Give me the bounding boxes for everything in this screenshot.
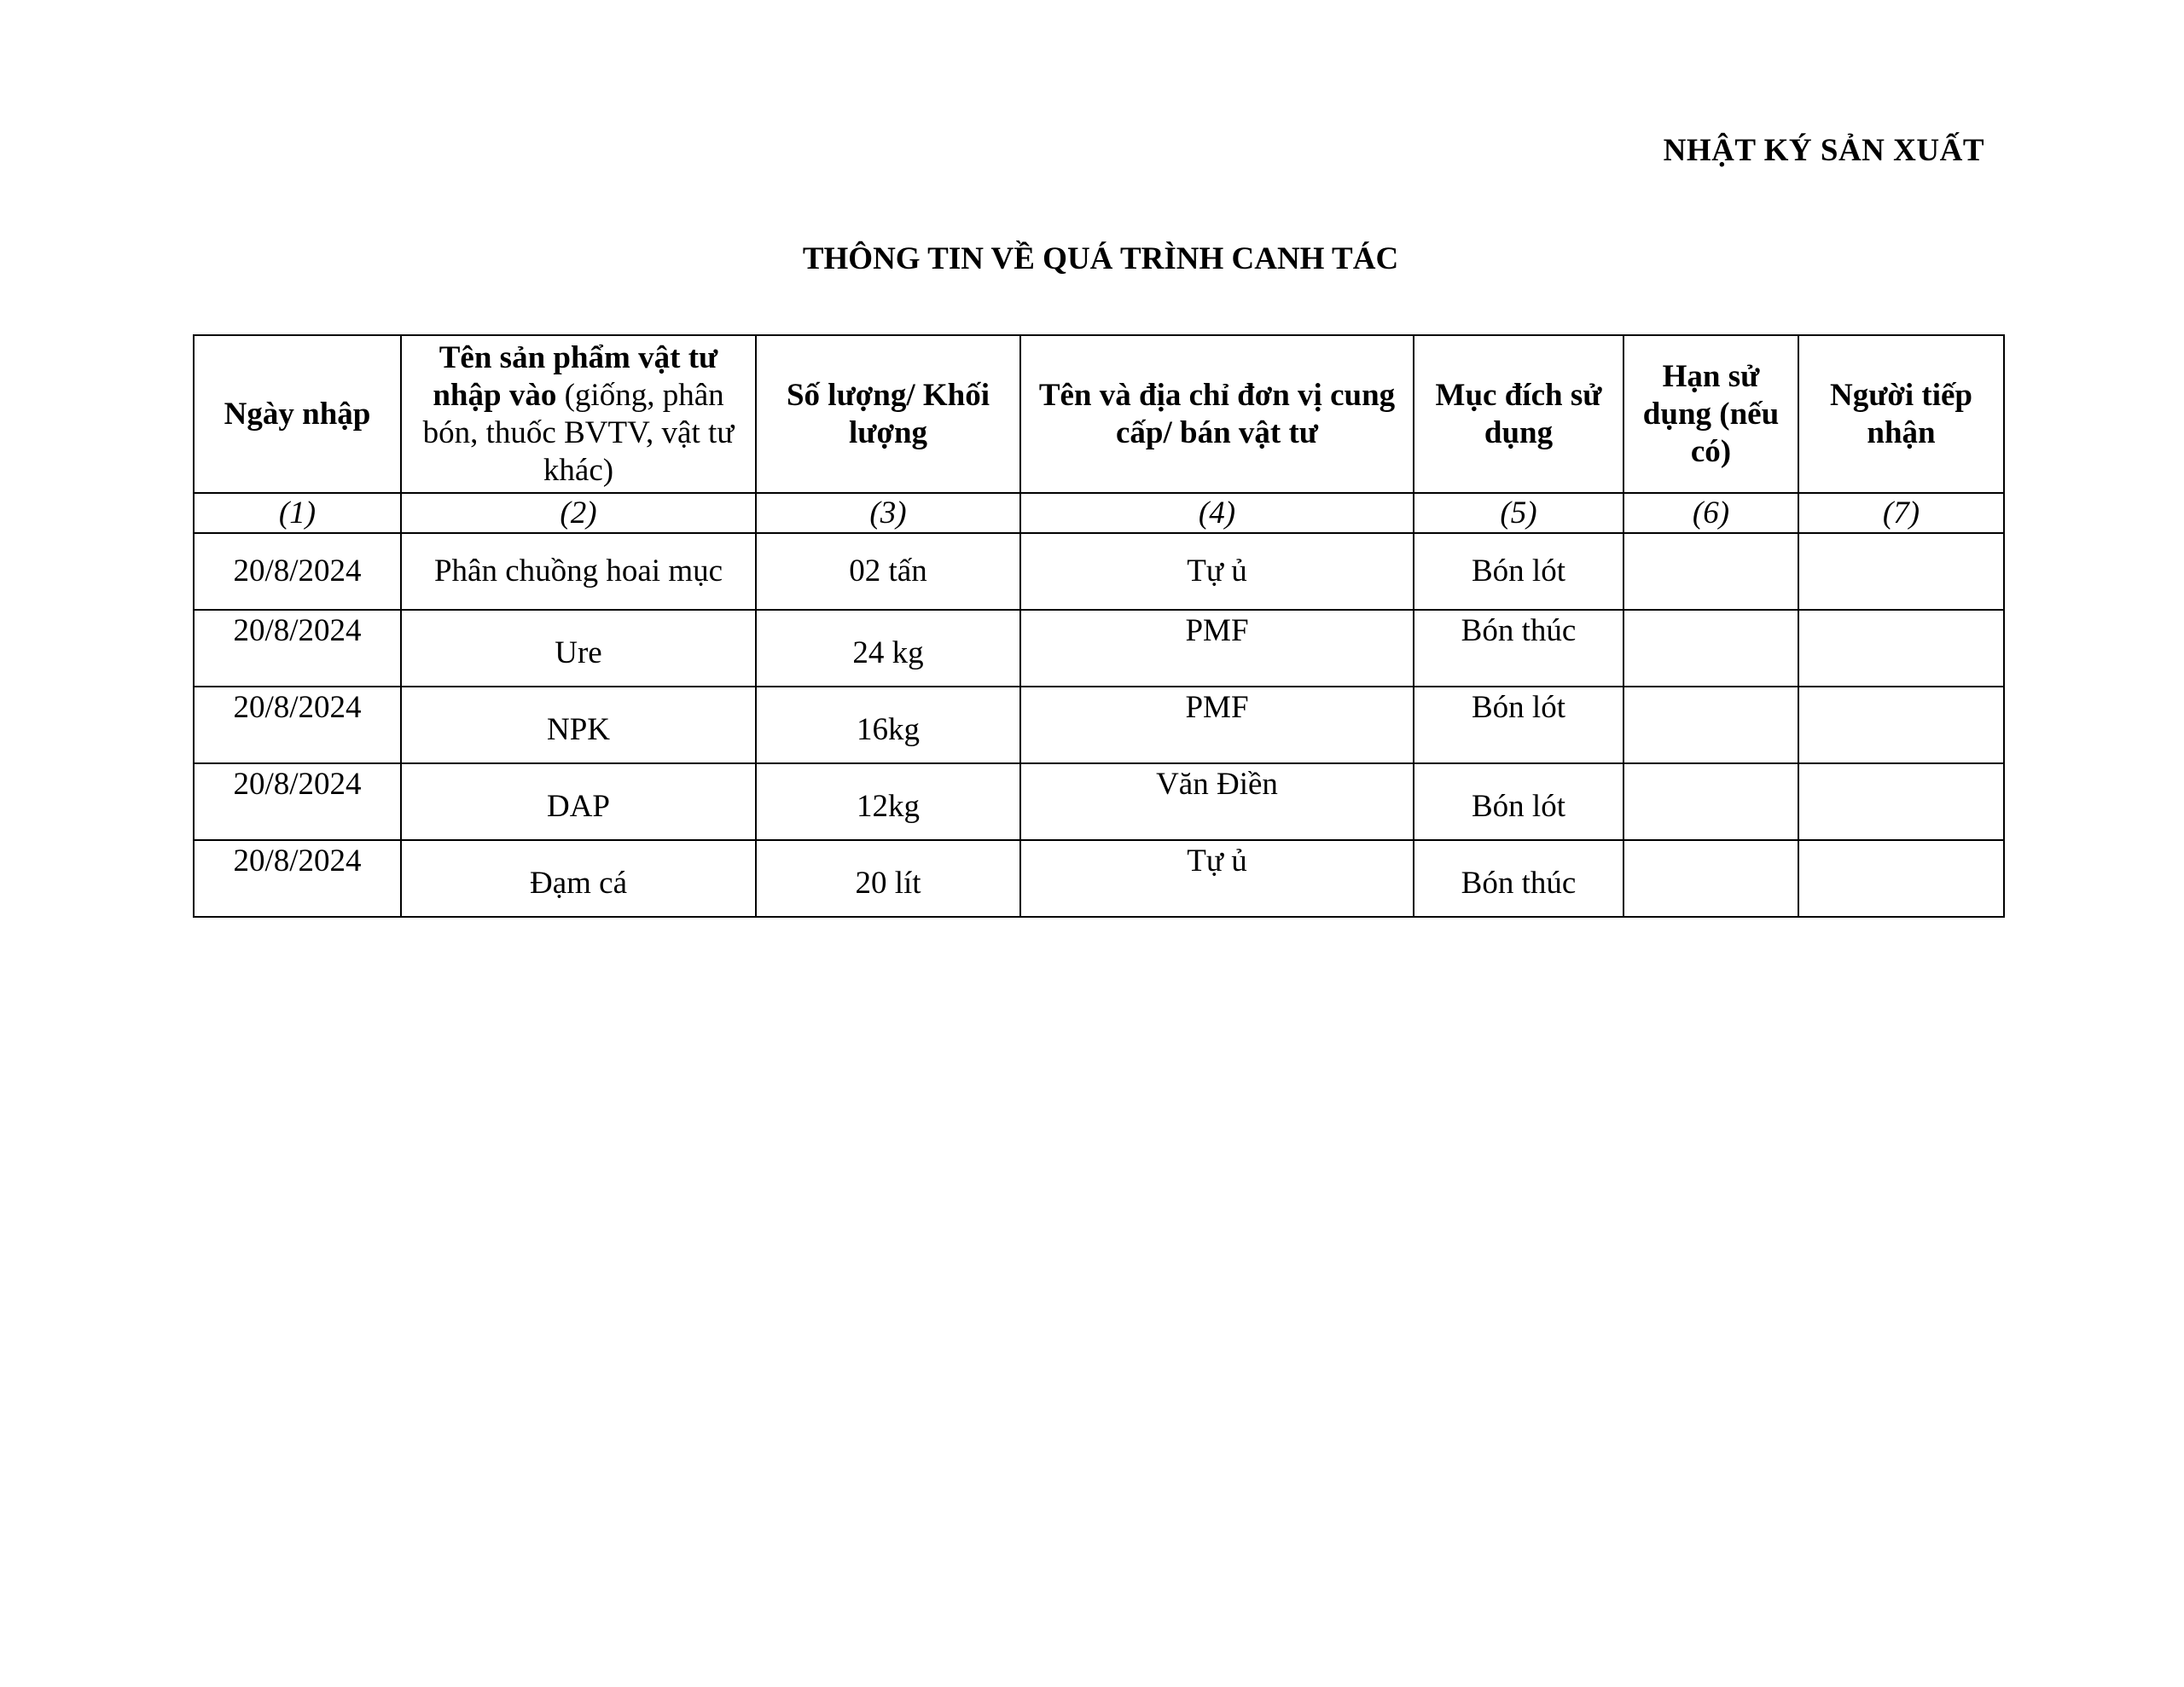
cell-purpose: Bón thúc bbox=[1414, 840, 1623, 917]
cell-product: Đạm cá bbox=[401, 840, 756, 917]
cell-purpose: Bón thúc bbox=[1414, 610, 1623, 687]
cell-receiver bbox=[1798, 763, 2004, 840]
cell-date: 20/8/2024 bbox=[194, 533, 401, 610]
header-purpose: Mục đích sử dụng bbox=[1414, 335, 1623, 493]
cell-date: 20/8/2024 bbox=[194, 840, 401, 917]
page-title: THÔNG TIN VỀ QUÁ TRÌNH CANH TÁC bbox=[802, 241, 1399, 276]
cell-receiver bbox=[1798, 840, 2004, 917]
cell-receiver bbox=[1798, 533, 2004, 610]
cell-quantity: 02 tấn bbox=[756, 533, 1020, 610]
column-number: (2) bbox=[401, 493, 756, 533]
cell-supplier: Văn Điền bbox=[1020, 763, 1414, 840]
column-number: (3) bbox=[756, 493, 1020, 533]
header-receiver: Người tiếp nhận bbox=[1798, 335, 2004, 493]
cell-purpose: Bón lót bbox=[1414, 763, 1623, 840]
header-entry-date: Ngày nhập bbox=[194, 335, 401, 493]
cell-expiry bbox=[1623, 610, 1798, 687]
column-number: (6) bbox=[1623, 493, 1798, 533]
cell-receiver bbox=[1798, 610, 2004, 687]
cell-expiry bbox=[1623, 687, 1798, 763]
table-row bbox=[194, 687, 2004, 763]
header-product-name-bold: Tên sản phẩm vật tư nhập vào bbox=[433, 339, 718, 413]
cell-purpose: Bón lót bbox=[1414, 687, 1623, 763]
column-number: (4) bbox=[1020, 493, 1414, 533]
table-row bbox=[194, 763, 2004, 840]
table-row bbox=[194, 610, 2004, 687]
header-product-name bbox=[401, 335, 756, 493]
document-label: NHẬT KÝ SẢN XUẤT bbox=[1663, 133, 1984, 168]
cell-product: NPK bbox=[401, 687, 756, 763]
cell-product: Phân chuồng hoai mục bbox=[401, 533, 756, 610]
cell-date: 20/8/2024 bbox=[194, 763, 401, 840]
cell-supplier: PMF bbox=[1020, 687, 1414, 763]
cell-supplier: PMF bbox=[1020, 610, 1414, 687]
cell-receiver bbox=[1798, 687, 2004, 763]
column-number: (5) bbox=[1414, 493, 1623, 533]
table-row bbox=[194, 533, 2004, 610]
cell-date: 20/8/2024 bbox=[194, 687, 401, 763]
table-row bbox=[194, 840, 2004, 917]
header-quantity: Số lượng/ Khối lượng bbox=[756, 335, 1020, 493]
header-expiry: Hạn sử dụng (nếu có) bbox=[1623, 335, 1798, 493]
cell-quantity: 24 kg bbox=[756, 610, 1020, 687]
header-supplier: Tên và địa chỉ đơn vị cung cấp/ bán vật tư bbox=[1020, 335, 1414, 493]
cell-expiry bbox=[1623, 840, 1798, 917]
column-number-row bbox=[194, 493, 2004, 533]
cell-quantity: 12kg bbox=[756, 763, 1020, 840]
header-row bbox=[194, 335, 2004, 493]
cell-purpose: Bón lót bbox=[1414, 533, 1623, 610]
column-number: (1) bbox=[194, 493, 401, 533]
cell-product: Ure bbox=[401, 610, 756, 687]
cell-expiry bbox=[1623, 763, 1798, 840]
cultivation-log-table bbox=[193, 334, 2005, 918]
column-number: (7) bbox=[1798, 493, 2004, 533]
cell-quantity: 16kg bbox=[756, 687, 1020, 763]
cell-supplier: Tự ủ bbox=[1020, 533, 1414, 610]
cell-expiry bbox=[1623, 533, 1798, 610]
cell-supplier: Tự ủ bbox=[1020, 840, 1414, 917]
cell-date: 20/8/2024 bbox=[194, 610, 401, 687]
header-product-name-note: (giống, phân bón, thuốc BVTV, vật tư khác) bbox=[422, 377, 735, 488]
cell-product: DAP bbox=[401, 763, 756, 840]
cell-quantity: 20 lít bbox=[756, 840, 1020, 917]
